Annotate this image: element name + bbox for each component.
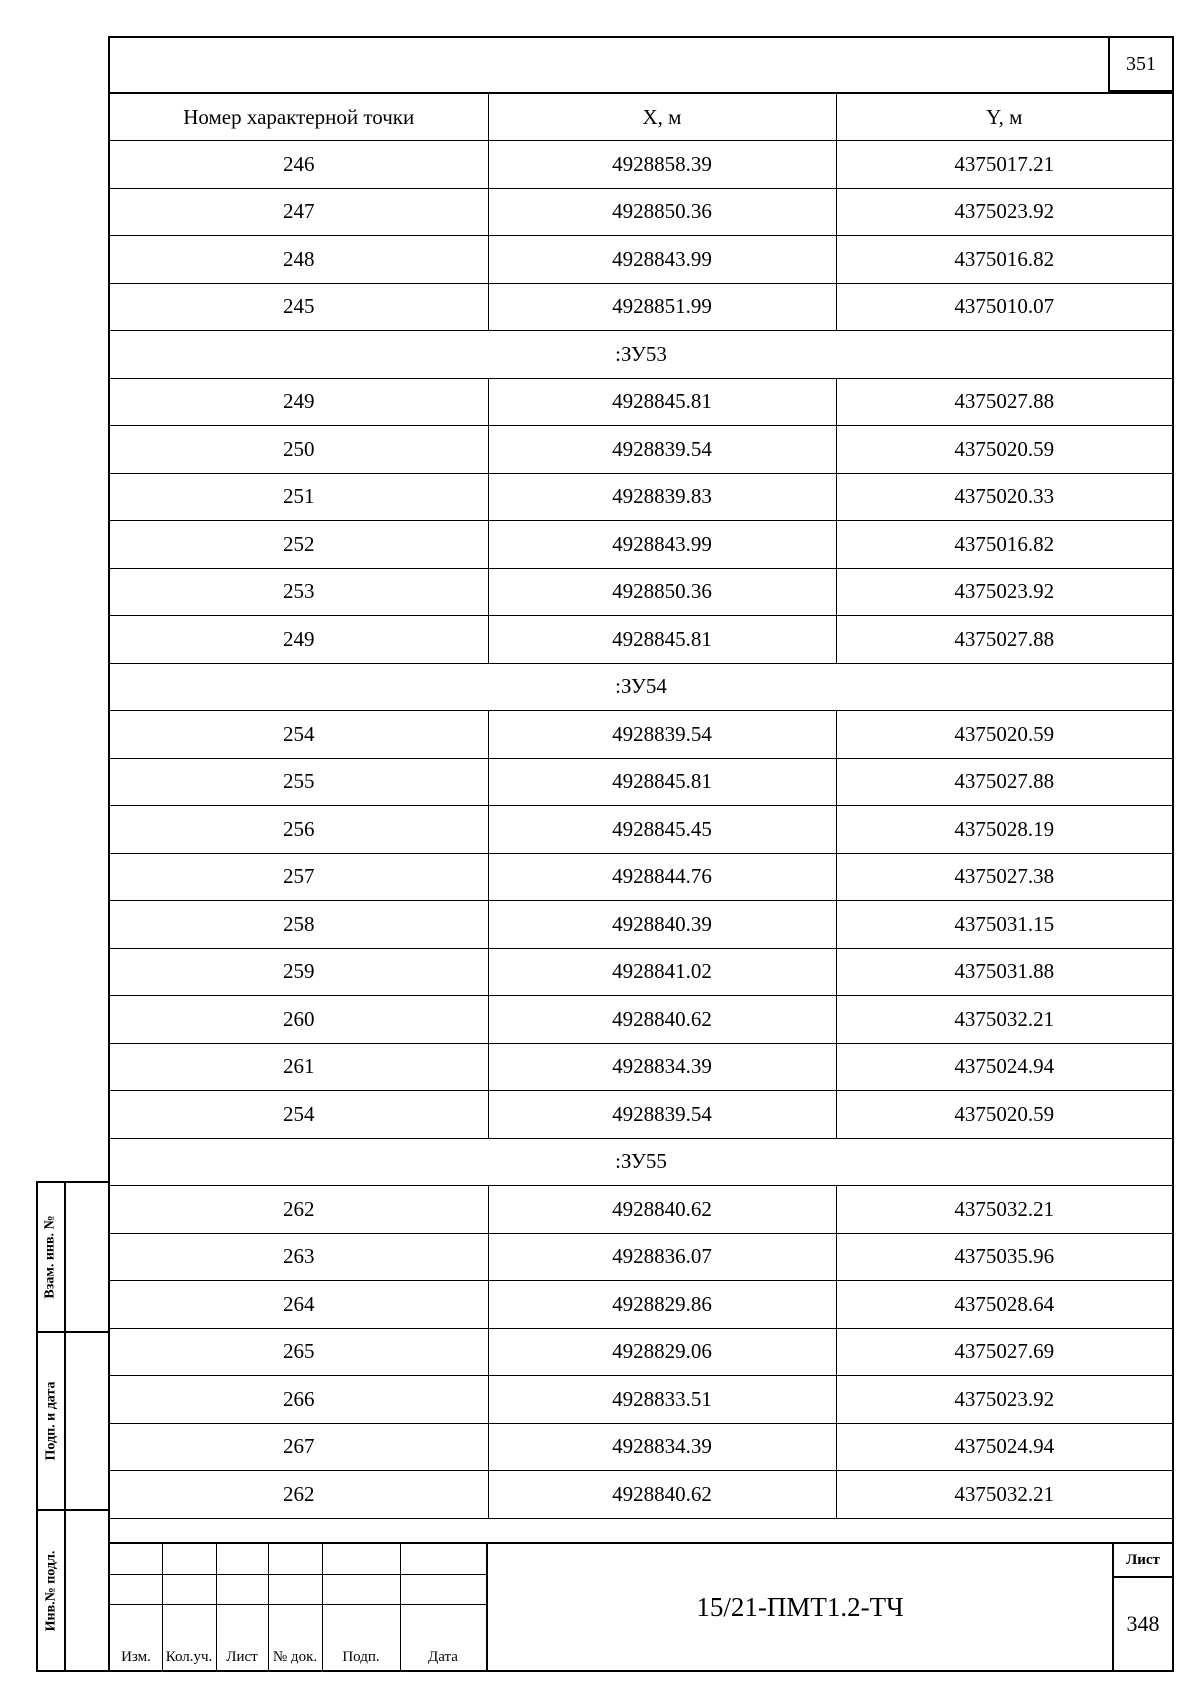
sheet-box [1112, 1544, 1172, 1670]
label-signature: Подп. [342, 1649, 380, 1665]
side-label-replace-inv: Взам. инв. № [43, 1215, 59, 1299]
cell-point-number: 262 [110, 1471, 488, 1519]
cell-x: 4928845.81 [488, 378, 836, 426]
table-row [110, 1233, 1172, 1281]
cell-point-number: 259 [110, 948, 488, 996]
side-stamp [36, 1181, 108, 1672]
cell-y: 4375020.59 [836, 426, 1172, 474]
cell-y: 4375020.59 [836, 1091, 1172, 1139]
cell-y: 4375020.33 [836, 473, 1172, 521]
cell-point-number: 248 [110, 236, 488, 284]
cell-y: 4375024.94 [836, 1043, 1172, 1091]
cell-y: 4375035.96 [836, 1233, 1172, 1281]
cell-x: 4928839.54 [488, 426, 836, 474]
cell-point-number: 249 [110, 616, 488, 664]
cell-x: 4928839.83 [488, 473, 836, 521]
cell-point-number: 247 [110, 188, 488, 236]
header-y: Y, м [836, 93, 1172, 141]
section-row [110, 331, 1172, 379]
cell-point-number: 252 [110, 521, 488, 569]
cell-y: 4375027.88 [836, 616, 1172, 664]
cell-x: 4928843.99 [488, 521, 836, 569]
label-izm: Изм. [121, 1649, 151, 1665]
cell-x: 4928833.51 [488, 1376, 836, 1424]
cell-x: 4928834.39 [488, 1043, 836, 1091]
cell-x: 4928840.62 [488, 1471, 836, 1519]
coordinates-table [110, 92, 1172, 1519]
header-point-number: Номер характерной точки [110, 93, 488, 141]
section-row [110, 1138, 1172, 1186]
table-row [110, 521, 1172, 569]
cell-x: 4928851.99 [488, 283, 836, 331]
table-row [110, 1376, 1172, 1424]
cell-x: 4928850.36 [488, 188, 836, 236]
cell-y: 4375027.38 [836, 853, 1172, 901]
cell-y: 4375032.21 [836, 1186, 1172, 1234]
table-row [110, 426, 1172, 474]
table-row [110, 853, 1172, 901]
table-row [110, 901, 1172, 949]
table-row [110, 236, 1172, 284]
cell-x: 4928839.54 [488, 711, 836, 759]
cell-x: 4928829.86 [488, 1281, 836, 1329]
table-row [110, 473, 1172, 521]
cell-point-number: 264 [110, 1281, 488, 1329]
cell-y: 4375024.94 [836, 1423, 1172, 1471]
cell-point-number: 262 [110, 1186, 488, 1234]
cell-point-number: 251 [110, 473, 488, 521]
sheet-number: 348 [1126, 1611, 1160, 1636]
cell-x: 4928845.45 [488, 806, 836, 854]
table-row [110, 1281, 1172, 1329]
cell-y: 4375016.82 [836, 521, 1172, 569]
table-row [110, 1471, 1172, 1519]
table-body [110, 141, 1172, 1519]
side-label-sign-date: Подп. и дата [43, 1381, 58, 1461]
cell-x: 4928836.07 [488, 1233, 836, 1281]
cell-y: 4375023.92 [836, 568, 1172, 616]
table-row [110, 1091, 1172, 1139]
cell-y: 4375016.82 [836, 236, 1172, 284]
cell-x: 4928840.39 [488, 901, 836, 949]
cell-y: 4375017.21 [836, 141, 1172, 189]
cell-y: 4375023.92 [836, 1376, 1172, 1424]
cell-y: 4375027.88 [836, 378, 1172, 426]
cell-point-number: 258 [110, 901, 488, 949]
section-label: :ЗУ55 [110, 1138, 1172, 1186]
title-block [110, 1542, 1172, 1670]
cell-x: 4928844.76 [488, 853, 836, 901]
section-row [110, 663, 1172, 711]
cell-x: 4928858.39 [488, 141, 836, 189]
label-kol-uch: Кол.уч. [165, 1649, 213, 1665]
cell-y: 4375028.19 [836, 806, 1172, 854]
cell-y: 4375027.88 [836, 758, 1172, 806]
cell-x: 4928845.81 [488, 758, 836, 806]
table-row [110, 283, 1172, 331]
table-row [110, 711, 1172, 759]
table-row [110, 806, 1172, 854]
table-row [110, 141, 1172, 189]
cell-y: 4375027.69 [836, 1328, 1172, 1376]
cell-x: 4928834.39 [488, 1423, 836, 1471]
cell-y: 4375023.92 [836, 188, 1172, 236]
cell-point-number: 254 [110, 1091, 488, 1139]
cell-x: 4928850.36 [488, 568, 836, 616]
cell-point-number: 250 [110, 426, 488, 474]
sheet-label: Лист [1114, 1544, 1172, 1578]
section-label: :ЗУ54 [110, 663, 1172, 711]
table-row [110, 996, 1172, 1044]
cell-point-number: 266 [110, 1376, 488, 1424]
table-row [110, 1423, 1172, 1471]
cell-y: 4375031.88 [836, 948, 1172, 996]
cell-y: 4375028.64 [836, 1281, 1172, 1329]
side-cell-inv-original [38, 1511, 108, 1670]
page-frame [108, 36, 1174, 1672]
cell-point-number: 265 [110, 1328, 488, 1376]
table-row [110, 378, 1172, 426]
table-row [110, 1328, 1172, 1376]
cell-point-number: 260 [110, 996, 488, 1044]
table-row [110, 616, 1172, 664]
cell-point-number: 261 [110, 1043, 488, 1091]
table-row [110, 568, 1172, 616]
label-doc-number: № док. [272, 1649, 318, 1665]
section-label: :ЗУ53 [110, 331, 1172, 379]
cell-x: 4928829.06 [488, 1328, 836, 1376]
cell-point-number: 246 [110, 141, 488, 189]
cell-y: 4375010.07 [836, 283, 1172, 331]
table-row [110, 188, 1172, 236]
revision-grid [110, 1544, 486, 1670]
table-row [110, 758, 1172, 806]
cell-x: 4928841.02 [488, 948, 836, 996]
side-cell-sign-date [38, 1333, 108, 1511]
cell-x: 4928840.62 [488, 996, 836, 1044]
cell-point-number: 245 [110, 283, 488, 331]
cell-point-number: 253 [110, 568, 488, 616]
table-header-row [110, 93, 1172, 141]
table-row [110, 1186, 1172, 1234]
cell-point-number: 256 [110, 806, 488, 854]
cell-point-number: 255 [110, 758, 488, 806]
coordinates-table-wrapper [110, 92, 1172, 1519]
cell-x: 4928840.62 [488, 1186, 836, 1234]
cell-y: 4375031.15 [836, 901, 1172, 949]
cell-y: 4375032.21 [836, 996, 1172, 1044]
table-row [110, 1043, 1172, 1091]
cell-point-number: 257 [110, 853, 488, 901]
cell-x: 4928843.99 [488, 236, 836, 284]
cell-point-number: 254 [110, 711, 488, 759]
cell-point-number: 263 [110, 1233, 488, 1281]
cell-y: 4375020.59 [836, 711, 1172, 759]
cell-point-number: 249 [110, 378, 488, 426]
header-x: X, м [488, 93, 836, 141]
side-label-inv-original: Инв.№ подл. [43, 1550, 58, 1631]
page-top-number: 351 [1108, 36, 1174, 92]
cell-x: 4928845.81 [488, 616, 836, 664]
label-date: Дата [428, 1649, 458, 1665]
side-cell-replace-inv [38, 1183, 108, 1333]
cell-point-number: 267 [110, 1423, 488, 1471]
label-list: Лист [226, 1649, 258, 1665]
document-code: 15/21-ПМТ1.2-ТЧ [696, 1591, 904, 1622]
cell-y: 4375032.21 [836, 1471, 1172, 1519]
cell-x: 4928839.54 [488, 1091, 836, 1139]
table-row [110, 948, 1172, 996]
